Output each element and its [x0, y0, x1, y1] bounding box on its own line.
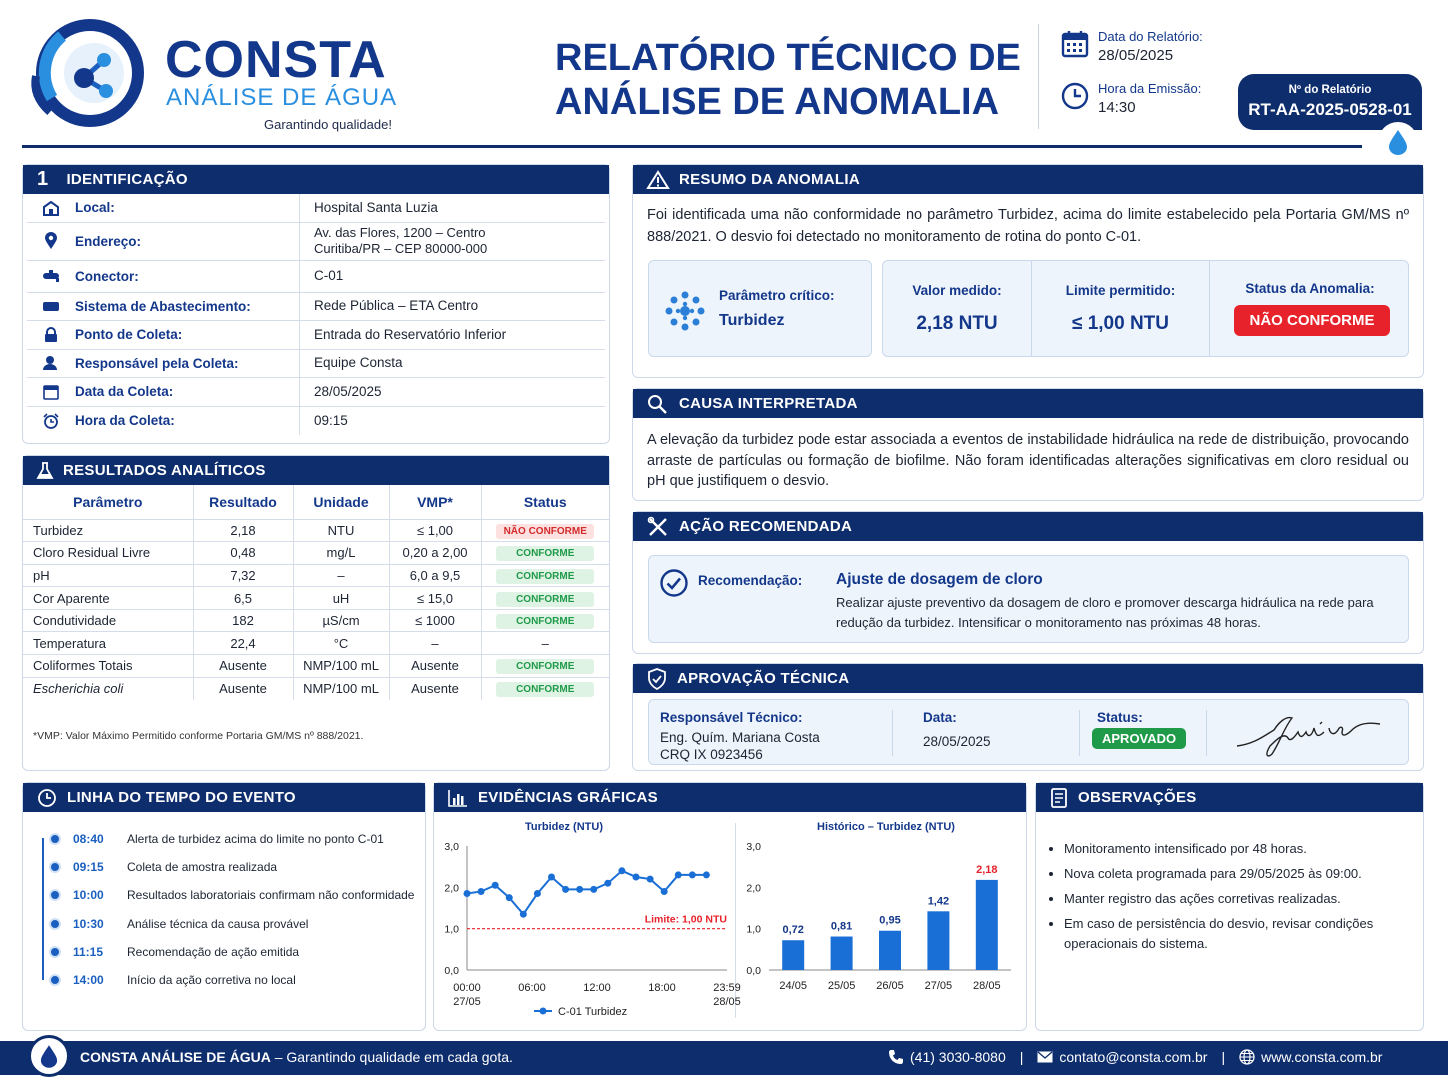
bar: [927, 911, 949, 970]
cell-unit: °C: [293, 632, 389, 655]
timeline-time: 10:00: [73, 888, 104, 903]
cell-vmp: ≤ 15,0: [389, 587, 481, 610]
observations-title: OBSERVAÇÕES: [1078, 789, 1197, 806]
observations-list: [1036, 812, 1423, 954]
search-icon: [647, 394, 669, 414]
id-value: C-01: [314, 268, 344, 283]
status-badge: CONFORME: [496, 659, 594, 674]
brand-logo: [32, 18, 150, 128]
approval-status-label: Status:: [1097, 710, 1143, 725]
cell-status: [481, 564, 609, 587]
cell-result: 7,32: [193, 564, 293, 587]
page-footer: [0, 1041, 1448, 1075]
timeline-item: [55, 888, 414, 902]
data-point: [576, 886, 583, 893]
particles-icon: [663, 289, 707, 333]
data-point: [633, 874, 640, 881]
turbidity-history-bar-chart: [736, 813, 1026, 1028]
timeline-text: Análise técnica da causa provável: [127, 916, 309, 931]
id-label: Local:: [75, 194, 300, 222]
x-tick-label: 28/05: [973, 980, 1001, 992]
timeline-title: LINHA DO TEMPO DO EVENTO: [67, 789, 296, 806]
cell-param: Cor Aparente: [23, 587, 193, 610]
status-badge: CONFORME: [496, 682, 594, 697]
data-point: [464, 890, 471, 897]
phone-icon: [888, 1049, 904, 1065]
bar-value-label: 0,72: [782, 924, 804, 937]
summary-header: [633, 165, 1423, 194]
signature-image: [1234, 708, 1384, 760]
evidence-title: EVIDÊNCIAS GRÁFICAS: [478, 789, 658, 806]
id-row-sistema: [27, 293, 605, 322]
alarm-clock-icon: [27, 413, 75, 429]
responsible-info: [660, 729, 820, 763]
report-date: 28/05/2025: [1098, 47, 1174, 64]
report-number: RT-AA-2025-0528-01: [1248, 100, 1412, 119]
id-value: Hospital Santa Luzia: [314, 199, 438, 215]
timeline-item: [55, 917, 308, 931]
timeline-panel: [22, 782, 426, 1031]
summary-text: Foi identificada uma não conformidade no parâmetro Turbidez, acima do limite estabelecido pela Portaria GM/MS nº 888/2021. O desvio foi detectado no monitoramento de rotina do ponto C-01.: [647, 207, 1409, 245]
responsible-label: Responsável Técnico:: [660, 710, 803, 725]
timeline-item: [55, 945, 299, 959]
cause-text: A elevação da turbidez pode estar associada a eventos de instabilidade hidráulica na rede de distribuição, provocando arraste de partículas ou formação de biofilme. Não foram identificadas alterações significativas em cloro residual ou pH que justifiquem o desvio.: [647, 432, 1409, 489]
cell-vmp: 6,0 a 9,5: [389, 564, 481, 587]
timeline-dot: [49, 861, 61, 873]
cell-unit: –: [293, 564, 389, 587]
id-row-data: [27, 378, 605, 407]
data-point: [562, 886, 569, 893]
approval-date: 28/05/2025: [923, 734, 991, 749]
col-header: Resultado: [193, 485, 293, 519]
approval-divider: [892, 710, 893, 756]
legend-marker: [540, 1008, 547, 1015]
cell-unit: µS/cm: [293, 609, 389, 632]
observations-panel: [1035, 782, 1424, 1031]
timeline-dot: [49, 833, 61, 845]
timeline-item: [55, 860, 277, 874]
report-title: [555, 36, 1025, 124]
bar: [976, 880, 998, 970]
x-tick-label: 00:00: [453, 982, 481, 994]
approval-status-badge: APROVADO: [1092, 728, 1186, 749]
evidence-header: [434, 783, 1026, 812]
table-row: [23, 587, 609, 610]
timeline-item: [55, 973, 296, 987]
evidence-panel: [433, 782, 1027, 1031]
data-point: [689, 871, 696, 878]
id-value: Equipe Consta: [314, 355, 403, 371]
cell-vmp: 0,20 a 2,00: [389, 542, 481, 565]
timeline-text: Início da ação corretiva no local: [127, 973, 296, 987]
recommendation-text: Realizar ajuste preventivo da dosagem de cloro e promover descarga hidráulica na rede para redução da turbidez. Intensificar o monitoramento nas próximas 48 horas.: [836, 595, 1374, 630]
timeline-dot: [49, 946, 61, 958]
table-row: [23, 677, 609, 700]
identification-header: [23, 165, 609, 194]
cell-param: pH: [23, 564, 193, 587]
map-pin-icon: [27, 232, 75, 250]
id-value: [300, 225, 487, 257]
critical-parameter-value: Turbidez: [719, 312, 785, 329]
approval-card: [648, 699, 1409, 765]
cell-status: [481, 587, 609, 610]
results-body: [23, 519, 609, 700]
footer-logo: [28, 1035, 70, 1077]
timeline-time: 11:15: [73, 944, 104, 959]
bar-chart-icon: [448, 789, 468, 807]
y-tick-label: 1,0: [746, 923, 761, 936]
footer-brand: CONSTA ANÁLISE DE ÁGUA: [80, 1049, 271, 1065]
cell-unit: uH: [293, 587, 389, 610]
recommendation-heading: Ajuste de dosagem de cloro: [836, 571, 1043, 588]
document-icon: [1050, 788, 1068, 808]
table-row: [23, 655, 609, 678]
responsible-name: Eng. Quím. Mariana Costa: [660, 730, 820, 745]
faucet-icon: [27, 269, 75, 283]
turbidity-line-chart: [434, 813, 741, 1028]
cell-vmp: Ausente: [389, 655, 481, 678]
status-badge: CONFORME: [496, 569, 594, 584]
pipe-icon: [27, 300, 75, 312]
header-divider: [1038, 24, 1039, 129]
observation-item: • Manter registro das ações corretivas realizadas.: [1064, 889, 1399, 909]
cell-vmp: –: [389, 632, 481, 655]
data-point: [661, 888, 668, 895]
emission-time-label: Hora da Emissão:: [1098, 81, 1202, 96]
id-value: 09:15: [314, 412, 348, 428]
vmp-footnote: *VMP: Valor Máximo Permitido conforme Portaria GM/MS nº 888/2021.: [33, 729, 364, 742]
timeline-text: Coleta de amostra realizada: [127, 860, 278, 875]
check-circle-icon: [659, 568, 689, 598]
id-label: Responsável pela Coleta:: [75, 350, 300, 378]
legend-label: C-01 Turbidez: [558, 1006, 628, 1018]
cell-result: 0,48: [193, 542, 293, 565]
identification-rows: [23, 194, 609, 435]
bar: [782, 940, 804, 970]
timeline-line: [42, 838, 44, 980]
approval-title: APROVAÇÃO TÉCNICA: [677, 670, 850, 687]
results-title: RESULTADOS ANALÍTICOS: [63, 462, 266, 479]
responsible-crq: CRQ IX 0923456: [660, 747, 763, 762]
x-tick-label: 18:00: [648, 982, 676, 994]
results-panel: [22, 455, 610, 771]
emission-time: 14:30: [1098, 99, 1136, 116]
calendar-icon: [1062, 30, 1088, 63]
status-badge: CONFORME: [496, 614, 594, 629]
report-header: [0, 0, 1448, 150]
y-tick-label: 3,0: [746, 841, 761, 853]
approval-divider: [1206, 710, 1207, 756]
timeline-text: Recomendação de ação emitida: [127, 944, 300, 959]
summary-panel: [632, 164, 1424, 378]
id-label: Endereço:: [75, 223, 300, 260]
timeline-dot: [49, 889, 61, 901]
cell-param: Cloro Residual Livre: [23, 542, 193, 565]
timeline-text: Resultados laboratoriais confirmam não conformidade: [127, 888, 415, 903]
timeline-time: 09:15: [73, 860, 104, 875]
recommendation-label: Recomendação:: [698, 573, 803, 588]
x-tick-label: 26/05: [876, 980, 904, 992]
action-panel: [632, 511, 1424, 654]
cause-panel: [632, 388, 1424, 501]
cell-result: Ausente: [193, 655, 293, 678]
recommendation-card: [648, 555, 1409, 643]
metric-divider: [1209, 261, 1210, 356]
series-line: [467, 871, 706, 914]
timeline-time: 10:30: [73, 916, 104, 931]
status-badge: CONFORME: [496, 592, 594, 607]
limit-label: Limite permitido:: [1065, 283, 1176, 298]
col-header: VMP*: [389, 485, 481, 519]
bar: [831, 937, 853, 970]
id-row-ponto: [27, 321, 605, 350]
user-icon: [27, 355, 75, 371]
data-point: [675, 871, 682, 878]
id-value: 28/05/2025: [314, 383, 382, 399]
id-label: Ponto de Coleta:: [75, 321, 300, 349]
id-row-conector: [27, 261, 605, 293]
x-tick-label: 27/05: [924, 980, 953, 992]
id-row-hora: [27, 407, 605, 436]
id-label: Data da Coleta:: [75, 378, 300, 406]
cause-title: CAUSA INTERPRETADA: [679, 395, 858, 412]
section-number: 1: [37, 168, 49, 190]
cell-param: Condutividade: [23, 609, 193, 632]
header-rule: [22, 145, 1362, 148]
timeline-dot: [49, 974, 61, 986]
data-point: [520, 911, 527, 918]
bar-value-label: 0,95: [879, 914, 901, 927]
bar-value-label: 2,18: [976, 863, 998, 876]
address-line1: Av. das Flores, 1200 – Centro: [314, 225, 486, 240]
col-header: Status: [523, 493, 567, 510]
water-drop-icon: [40, 1044, 58, 1068]
cell-result: 6,5: [193, 587, 293, 610]
data-point: [534, 890, 541, 897]
cell-result: 2,18: [193, 519, 293, 542]
observation-item: • Monitoramento intensificado por 48 horas.: [1064, 839, 1399, 859]
chart-title: Turbidez (NTU): [524, 821, 604, 833]
anomaly-status-badge: NÃO CONFORME: [1234, 305, 1390, 336]
measured-value-label: Valor medido:: [912, 283, 1002, 298]
id-value: Entrada do Reservatório Inferior: [314, 326, 507, 342]
results-header-row: [23, 485, 609, 519]
table-row: [23, 542, 609, 565]
cause-header: [633, 389, 1423, 418]
flask-icon: [37, 462, 53, 480]
footer-contacts: [888, 1049, 1382, 1065]
shield-check-icon: [647, 668, 667, 690]
table-row: [23, 519, 609, 542]
timeline-dot: [49, 918, 61, 930]
cell-result: Ausente: [193, 677, 293, 700]
tools-icon: [647, 517, 669, 537]
x-tick-label: 06:00: [518, 982, 546, 994]
x-tick-label: 23:59: [713, 982, 741, 994]
y-tick-label: 0,0: [444, 965, 459, 977]
observations-header: [1036, 783, 1423, 812]
y-tick-label: 0,0: [746, 965, 761, 977]
id-row-local: [27, 194, 605, 223]
chart-title: Histórico – Turbidez (NTU): [817, 821, 955, 833]
cell-result: 22,4: [193, 632, 293, 655]
measured-value: 2,18 NTU: [916, 313, 998, 334]
lock-icon: [27, 327, 75, 343]
col-header: Parâmetro: [23, 485, 193, 519]
cell-param: Escherichia coli: [23, 677, 193, 700]
cell-status: [481, 632, 609, 655]
limit-value: ≤ 1,00 NTU: [1071, 313, 1169, 334]
x-tick-sublabel: 28/05: [713, 996, 741, 1008]
table-row: [23, 564, 609, 587]
bar-value-label: 0,81: [830, 920, 853, 933]
cell-param: Coliformes Totais: [23, 655, 193, 678]
id-label: Sistema de Abastecimento:: [75, 293, 300, 321]
data-point: [492, 882, 499, 889]
warning-icon: [647, 171, 669, 189]
critical-parameter-card: [648, 260, 872, 357]
globe-icon: [1239, 1049, 1255, 1065]
cell-unit: mg/L: [293, 542, 389, 565]
footer-phone[interactable]: (41) 3030-8080: [910, 1049, 1006, 1065]
cell-vmp: Ausente: [389, 677, 481, 700]
data-point: [548, 874, 555, 881]
cell-unit: NMP/100 mL: [293, 677, 389, 700]
timeline-time: 08:40: [73, 832, 104, 846]
y-tick-label: 2,0: [444, 882, 459, 895]
id-row-endereco: [27, 223, 605, 261]
cell-unit: NMP/100 mL: [293, 655, 389, 678]
action-header: [633, 512, 1423, 541]
x-tick-sublabel: 27/05: [453, 996, 481, 1008]
cell-unit: NTU: [293, 519, 389, 542]
email-icon: [1037, 1051, 1053, 1063]
water-drop-icon: [1388, 129, 1408, 155]
results-table: [23, 485, 609, 700]
water-molecule-icon: [32, 18, 150, 128]
calendar-icon: [27, 384, 75, 400]
results-header: [23, 456, 609, 485]
summary-title: RESUMO DA ANOMALIA: [679, 171, 860, 188]
footer-website[interactable]: www.consta.com.br: [1261, 1049, 1383, 1065]
approval-panel: [632, 663, 1424, 771]
data-point: [506, 894, 513, 901]
bar-value-label: 1,42: [927, 895, 950, 908]
cell-vmp: ≤ 1000: [389, 609, 481, 632]
timeline-header: [23, 783, 425, 812]
id-label: Hora da Coleta:: [75, 407, 300, 436]
brand-subtitle: ANÁLISE DE ÁGUA: [166, 84, 398, 111]
footer-separator: |: [1019, 1049, 1024, 1065]
table-row: [23, 609, 609, 632]
footer-separator: |: [1221, 1049, 1226, 1065]
data-point: [590, 886, 597, 893]
report-title-line1: RELATÓRIO TÉCNICO DE: [555, 37, 1021, 79]
footer-tagline: – Garantindo qualidade em cada gota.: [270, 1049, 513, 1065]
id-label: Conector:: [75, 261, 300, 292]
y-tick-label: 3,0: [444, 841, 459, 853]
action-title: AÇÃO RECOMENDADA: [679, 518, 853, 535]
cell-status: [481, 677, 609, 700]
approval-divider: [1079, 710, 1080, 756]
cell-status: [481, 542, 609, 565]
timeline-item: [55, 832, 384, 846]
status-badge: NÃO CONFORME: [496, 524, 594, 539]
data-point: [478, 888, 485, 895]
data-point: [618, 867, 625, 874]
table-row: [23, 632, 609, 655]
threshold-label: Limite: 1,00 NTU: [644, 913, 727, 926]
cell-param: Turbidez: [23, 519, 193, 542]
approval-header: [633, 664, 1423, 693]
clock-icon: [37, 788, 57, 808]
cell-vmp: ≤ 1,00: [389, 519, 481, 542]
cell-status: [481, 655, 609, 678]
status-badge: CONFORME: [496, 546, 594, 561]
x-tick-label: 24/05: [779, 980, 807, 992]
identification-panel: [22, 164, 610, 444]
bar: [879, 931, 901, 970]
footer-brand-line: [80, 1049, 513, 1065]
report-date-label: Data do Relatório:: [1098, 29, 1203, 44]
data-point: [604, 880, 611, 887]
water-drop-badge: [1378, 122, 1418, 162]
timeline-text: Alerta de turbidez acima do limite no ponto C-01: [127, 832, 384, 846]
address-line2: Curitiba/PR – CEP 80000-000: [314, 241, 488, 256]
timeline-time: 14:00: [73, 973, 104, 987]
report-title-line2: ANÁLISE DE ANOMALIA: [555, 81, 1000, 123]
data-point: [647, 876, 654, 883]
cell-param: Temperatura: [23, 632, 193, 655]
observation-item: • Em caso de persistência do desvio, revisar condições operacionais do sistema.: [1064, 914, 1399, 954]
cell-result: 182: [193, 609, 293, 632]
anomaly-metrics-card: [882, 260, 1409, 357]
report-number-label: Nº do Relatório: [1288, 84, 1372, 96]
col-header: Unidade: [293, 485, 389, 519]
anomaly-status-label: Status da Anomalia:: [1245, 281, 1375, 296]
data-point: [703, 871, 710, 878]
cell-status: [481, 609, 609, 632]
brand-tagline: Garantindo qualidade!: [264, 117, 392, 132]
approval-date-label: Data:: [923, 710, 957, 725]
id-row-responsavel: [27, 350, 605, 379]
status-text: –: [541, 635, 549, 651]
x-tick-label: 12:00: [583, 982, 611, 994]
building-icon: [27, 200, 75, 216]
y-tick-label: 2,0: [746, 882, 761, 895]
y-tick-label: 1,0: [444, 923, 459, 936]
critical-parameter-label: Parâmetro crítico:: [719, 288, 835, 303]
x-tick-label: 25/05: [827, 980, 856, 992]
metric-divider: [1031, 261, 1032, 356]
clock-icon: [1061, 82, 1089, 115]
footer-email[interactable]: contato@consta.com.br: [1059, 1049, 1208, 1065]
cell-status: [481, 519, 609, 542]
identification-title: IDENTIFICAÇÃO: [66, 171, 188, 188]
brand-name: CONSTA: [165, 31, 387, 89]
observation-item: • Nova coleta programada para 29/05/2025 às 09:00.: [1064, 864, 1399, 884]
id-value: Rede Pública – ETA Centro: [314, 298, 479, 314]
